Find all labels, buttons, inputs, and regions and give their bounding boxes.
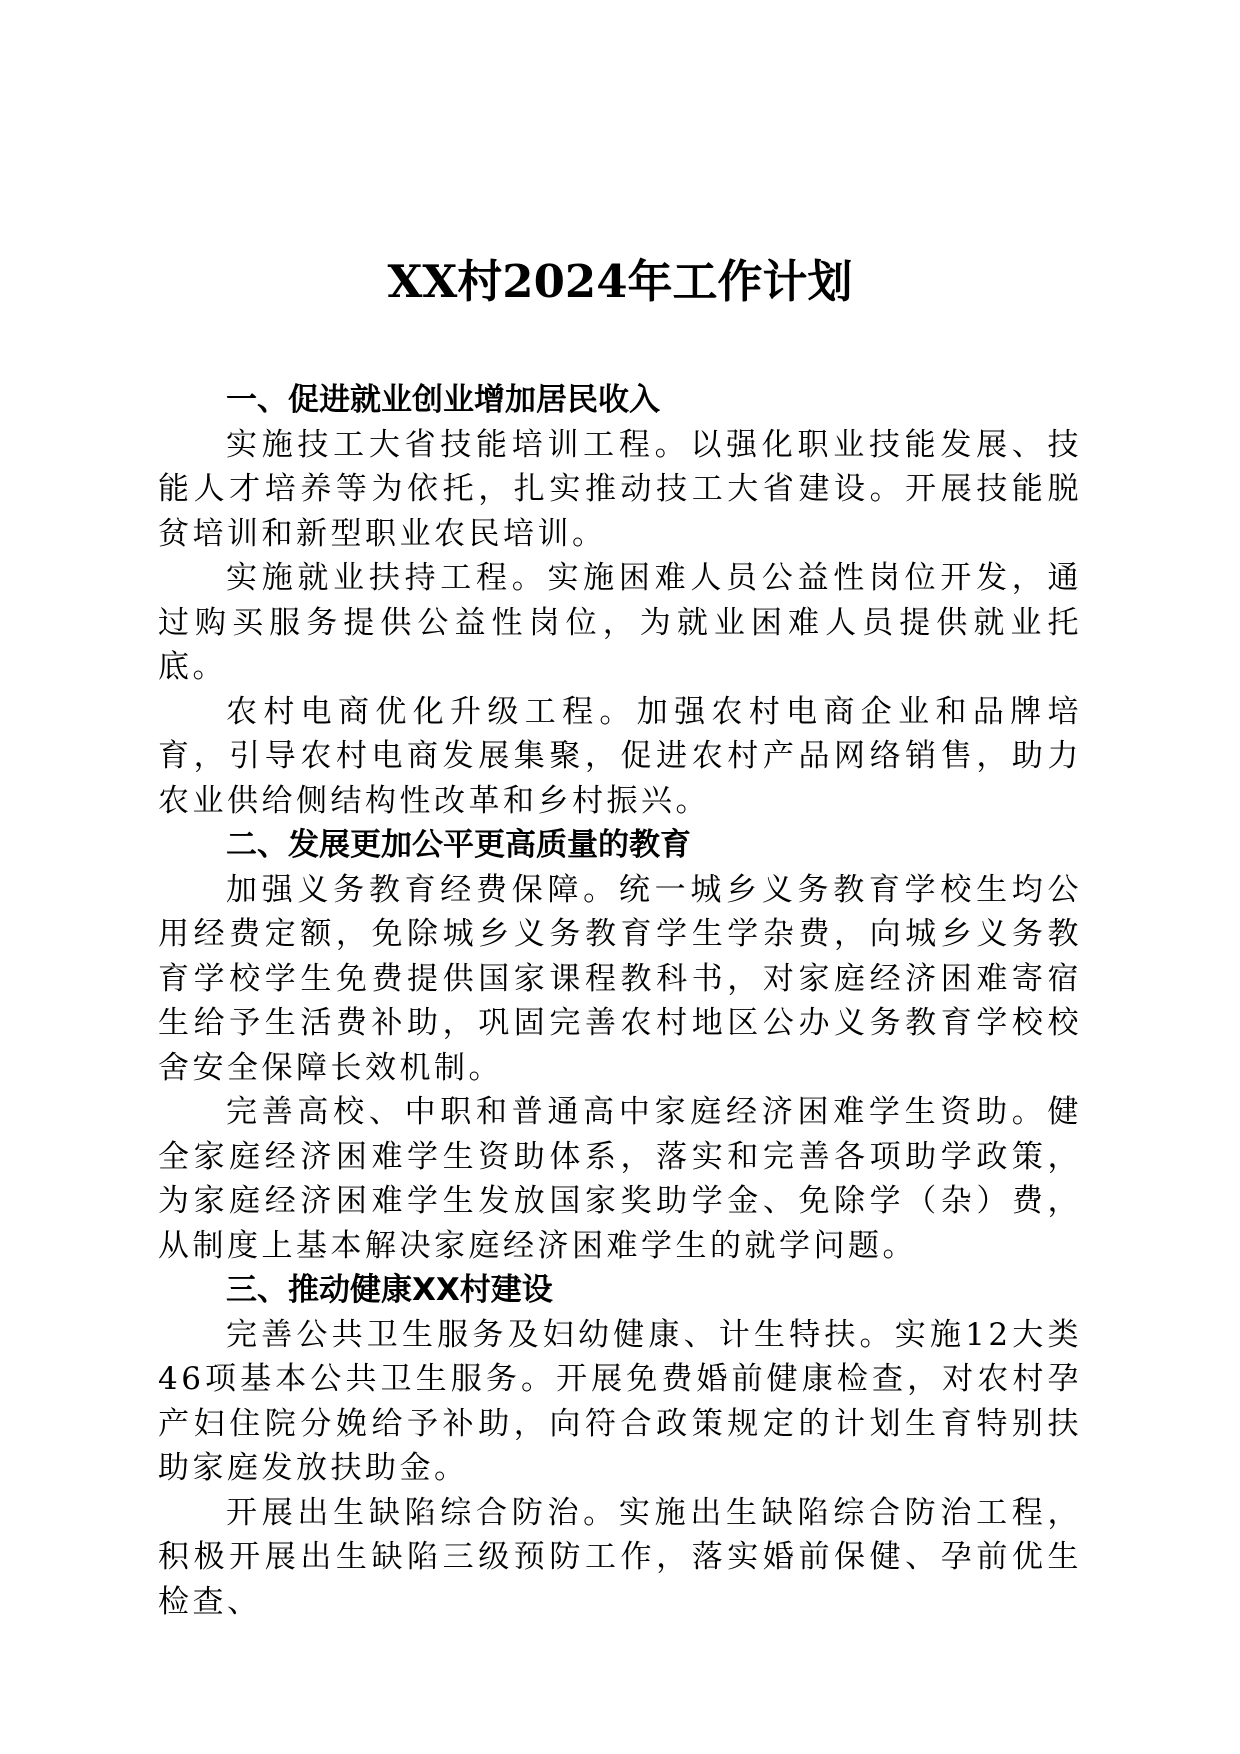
paragraph: 实施就业扶持工程。实施困难人员公益性岗位开发，通过购买服务提供公益性岗位，为就业困难人员提供就业托底。 [158,560,1082,685]
section-education [158,823,1082,1268]
paragraph: 完善公共卫生服务及妇幼健康、计生特扶。实施12大类46项基本公共卫生服务。开展免费婚前健康检查，对农村孕产妇住院分娩给予补助，向符合政策规定的计划生育特别扶助家庭发放扶助金。 [158,1316,1082,1486]
section-heading: 二、发展更加公平更高质量的教育 [226,827,691,863]
paragraph: 农村电商优化升级工程。加强农村电商企业和品牌培育，引导农村电商发展集聚，促进农村产品网络销售，助力农业供给侧结构性改革和乡村振兴。 [158,693,1082,819]
paragraph: 实施技工大省技能培训工程。以强化职业技能发展、技能人才培养等为依托，扎实推动技工大省建设。开展技能脱贫培训和新型职业农民培训。 [158,426,1082,552]
section-health [158,1268,1082,1624]
section-heading: 一、促进就业创业增加居民收入 [226,382,660,418]
paragraph: 加强义务教育经费保障。统一城乡义务教育学校生均公用经费定额，免除城乡义务教育学生学杂费，向城乡义务教育学校学生免费提供国家课程教科书，对家庭经济困难寄宿生给予生活费补助，巩固完善农村地区公办义务教育学校校舍安全保障长效机制。 [158,871,1082,1086]
paragraph: 完善高校、中职和普通高中家庭经济困难学生资助。健全家庭经济困难学生资助体系，落实和完善各项助学政策，为家庭经济困难学生发放国家奖助学金、免除学（杂）费，从制度上基本解决家庭经济困难学生的就学问题。 [158,1094,1082,1264]
paragraph: 开展出生缺陷综合防治。实施出生缺陷综合防治工程，积极开展出生缺陷三级预防工作，落实婚前保健、孕前优生检查、 [158,1494,1082,1620]
section-employment [158,378,1082,823]
document-body [158,378,1082,1624]
document-title: XX村2024年工作计划 [387,255,853,308]
section-heading: 三、推动健康XX村建设 [226,1272,553,1308]
